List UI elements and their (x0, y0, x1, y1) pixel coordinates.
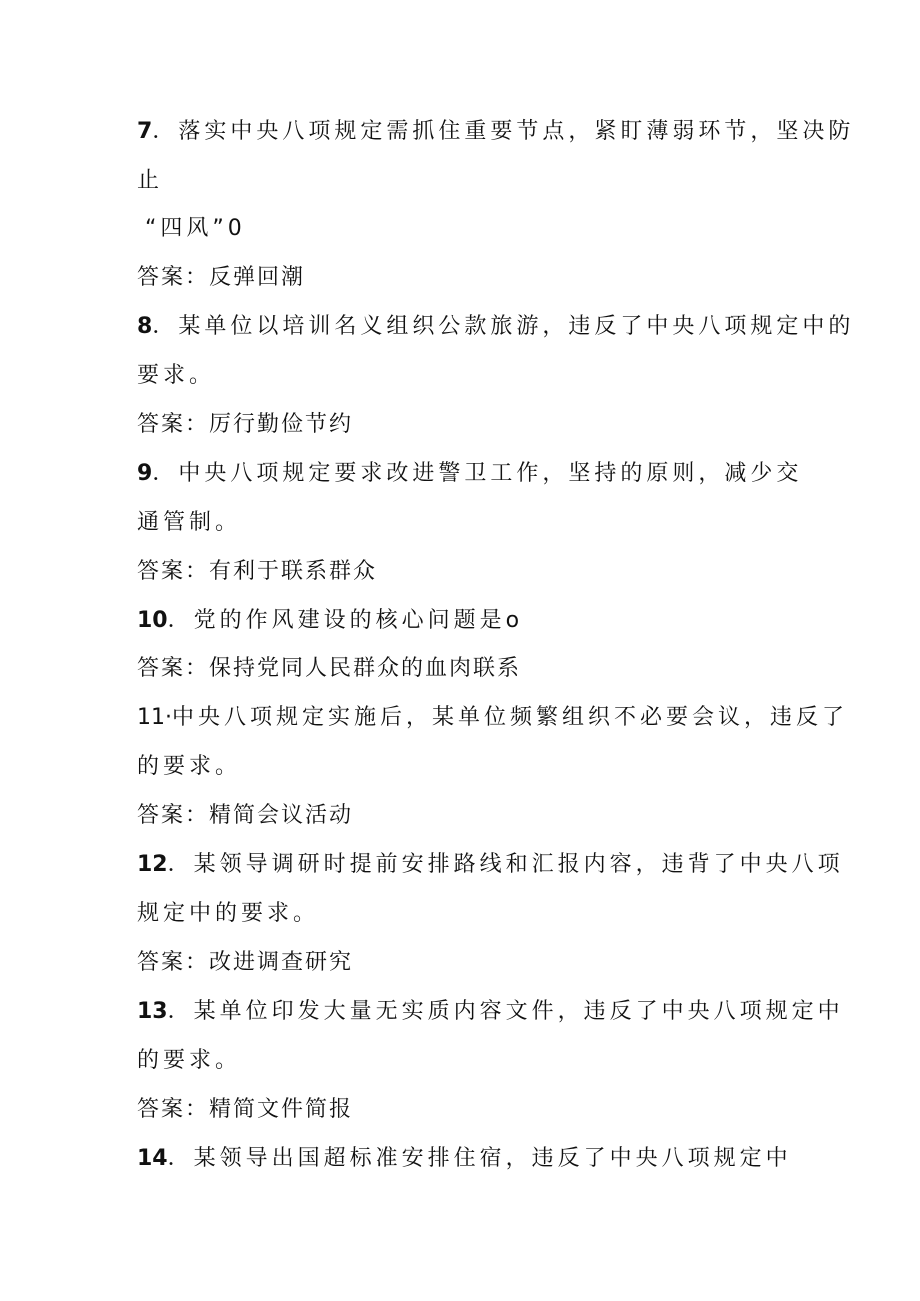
answer-13: 答案：精简文件简报 (137, 1097, 354, 1122)
question-text: ．某单位以培训名义组织公款旅游，违反了中央八项规定中的 (152, 314, 855, 339)
question-number: 7 (137, 119, 153, 144)
question-number: 12 (137, 852, 168, 877)
question-text: 中央八项规定实施后，某单位频繁组织不必要会议，违反了 (172, 705, 849, 730)
question-number: 10 (137, 608, 168, 633)
answer-11: 答案：精简会议活动 (137, 803, 354, 828)
answer-7: 答案：反弹回潮 (137, 265, 306, 290)
question-number: 14 (137, 1146, 168, 1171)
question-number: 13 (137, 999, 168, 1024)
question-text: ．某单位印发大量无实质内容文件，违反了中央八项规定中 (167, 999, 844, 1024)
question-text: ．中央八项规定要求改进警卫工作，坚持的原则，减少交 (152, 461, 803, 486)
answer-8: 答案：厉行勤俭节约 (137, 412, 354, 437)
question-text: ．某领导出国超标准安排住宿，违反了中央八项规定中 (167, 1146, 792, 1171)
question-7-line-3: “四风”0 (145, 216, 246, 241)
question-8-line-1 (137, 312, 854, 342)
question-text: ．党的作风建设的核心问题是o (167, 608, 524, 633)
question-text: ．落实中央八项规定需抓住重要节点，紧盯薄弱环节，坚决防 (152, 119, 855, 144)
question-7-line-1 (137, 117, 854, 147)
question-9-line-2: 通管制。 (137, 510, 242, 535)
question-8-line-2: 要求。 (137, 363, 216, 388)
answer-12: 答案：改进调查研究 (137, 950, 354, 975)
question-14-line-1 (137, 1144, 792, 1174)
question-7-line-2: 止 (137, 168, 164, 193)
question-10-line-1 (137, 606, 523, 636)
question-13-line-2: 的要求。 (137, 1048, 242, 1073)
question-11-line-1 (137, 703, 848, 733)
question-13-line-1 (137, 997, 844, 1027)
answer-9: 答案：有利于联系群众 (137, 559, 378, 584)
answer-10: 答案：保持党同人民群众的血肉联系 (137, 656, 522, 681)
question-12-line-1 (137, 850, 844, 880)
question-number: 11· (137, 705, 172, 730)
question-number: 8 (137, 314, 153, 339)
question-9-line-1 (137, 459, 802, 489)
question-12-line-2: 规定中的要求。 (137, 901, 320, 926)
question-number: 9 (137, 461, 153, 486)
question-11-line-2: 的要求。 (137, 754, 242, 779)
question-text: ．某领导调研时提前安排路线和汇报内容，违背了中央八项 (167, 852, 844, 877)
